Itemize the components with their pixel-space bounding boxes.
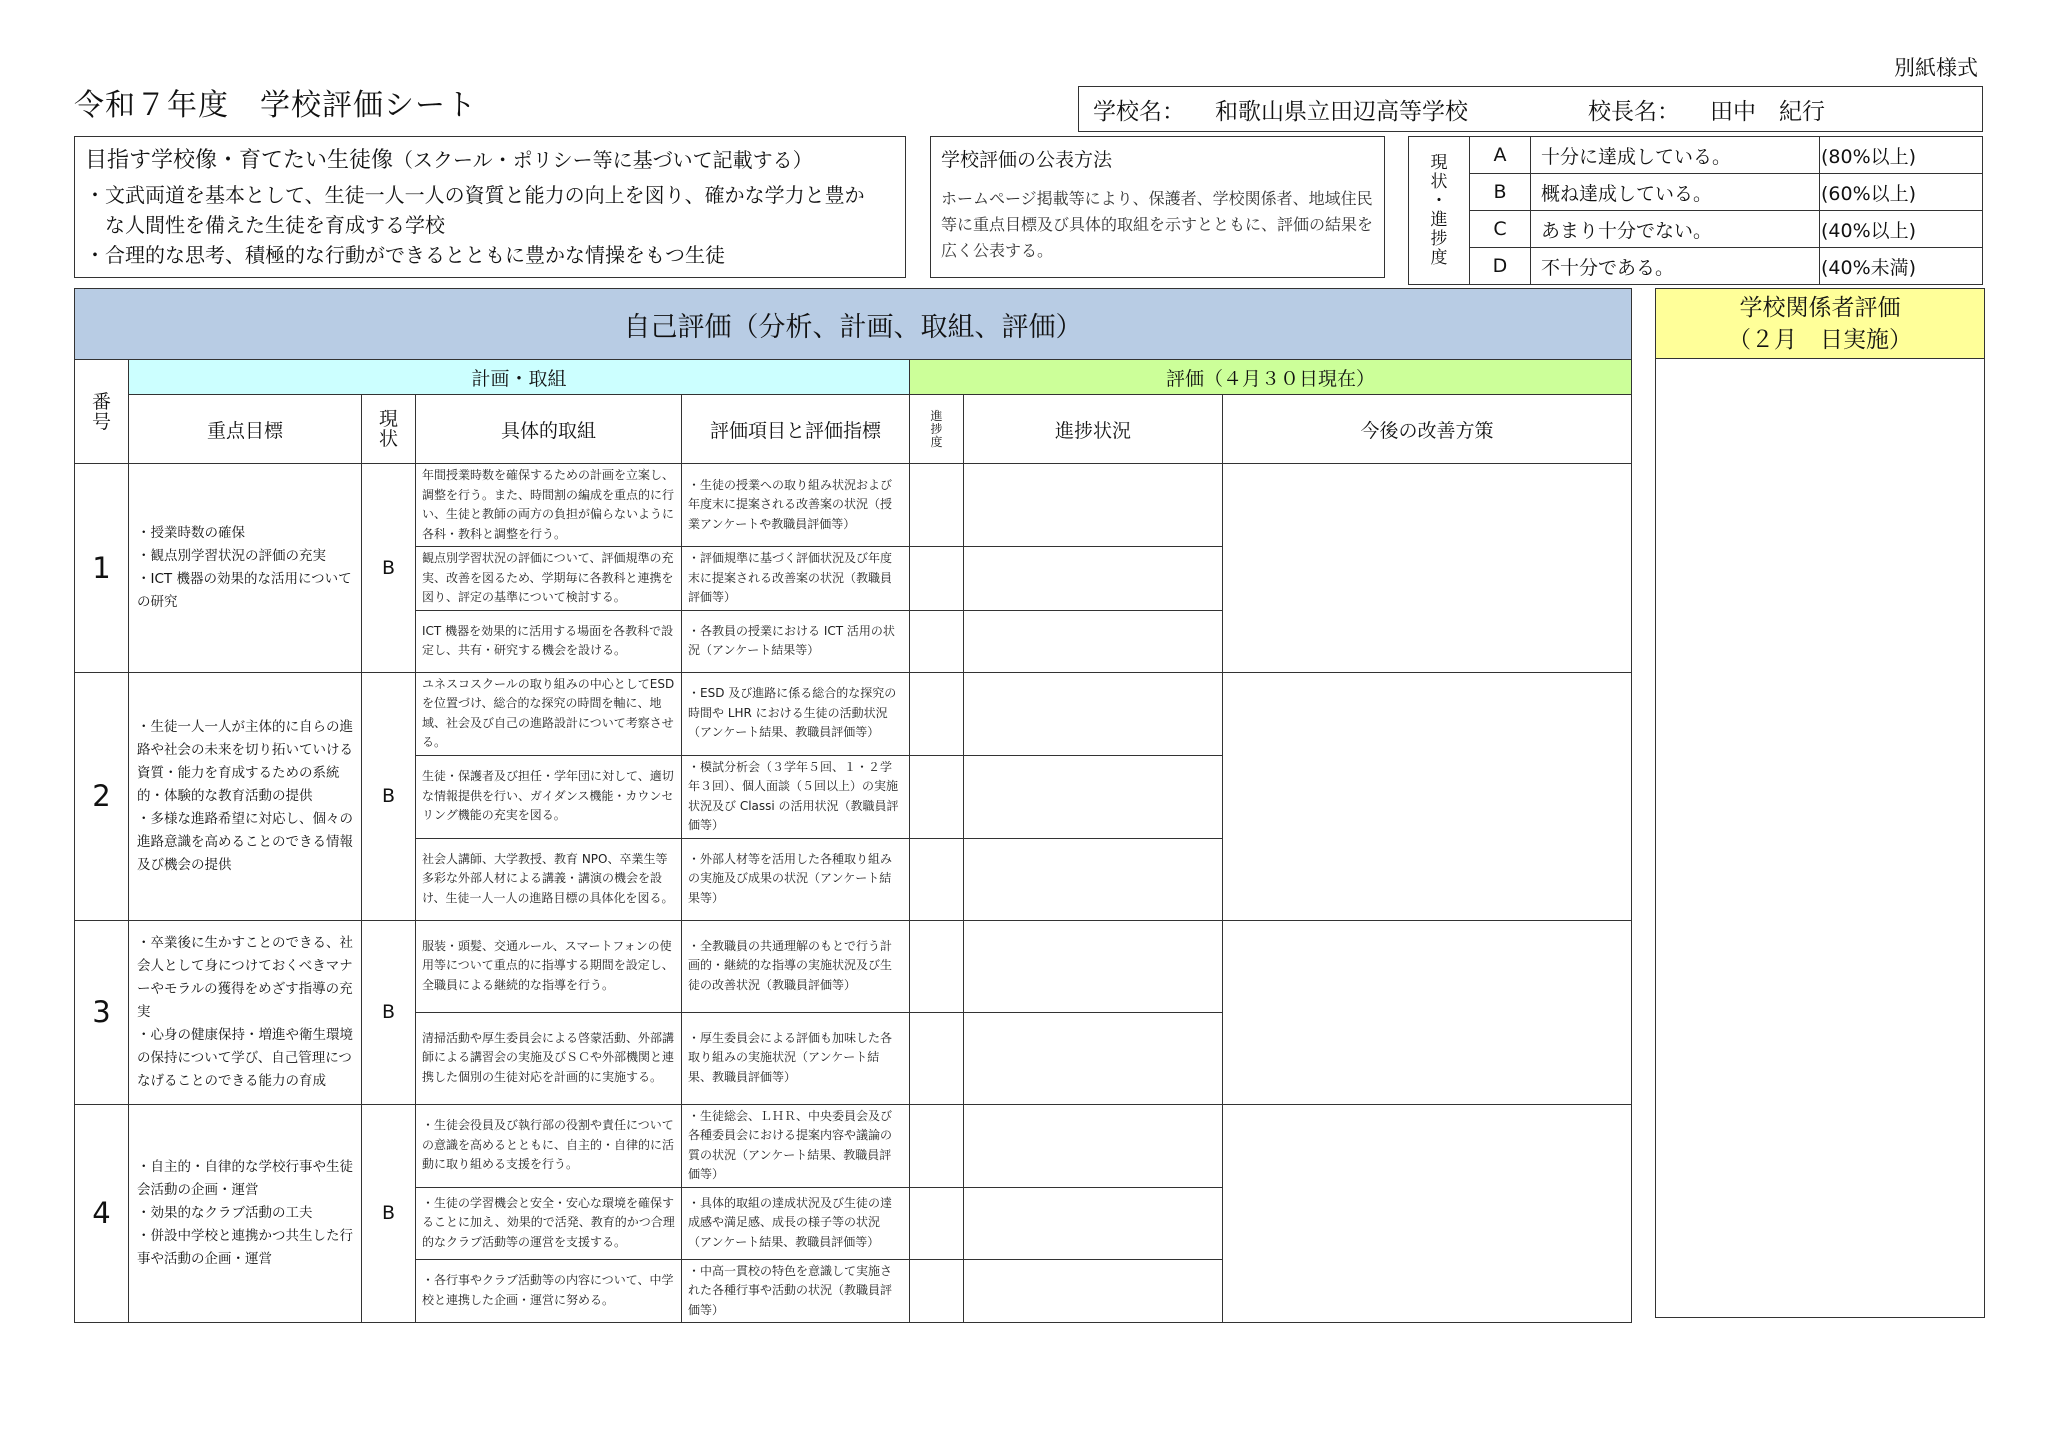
progress-status-cell[interactable] (964, 920, 1223, 1012)
aim-title: 目指す学校像・育てたい生徒像（スクール・ポリシー等に基づいて記載する） (85, 148, 813, 173)
specific-action: ・生徒の学習機会と安全・安心な環境を確保することに加え、効果的で活発、教育的かつ合理的なクラブ活動等の運営を支援する。 (416, 1187, 682, 1259)
col-progress-grade-header: 進 捗 度 (910, 395, 964, 464)
legend-desc: 十分に達成している。 (1531, 137, 1820, 174)
progress-grade-cell[interactable] (910, 672, 964, 755)
legend-desc: 概ね達成している。 (1531, 174, 1820, 211)
specific-action: 観点別学習状況の評価について、評価規準の充実、改善を図るため、学期毎に各教科と連携を図り、評定の基準について検討する。 (416, 547, 682, 611)
principal-label: 校長名： (1588, 98, 1680, 125)
evaluation-indicator: ・具体的取組の達成状況及び生徒の達成感や満足感、成長の様子等の状況（アンケート結果、教職員評価等） (682, 1187, 910, 1259)
progress-grade-cell[interactable] (910, 464, 964, 547)
progress-status-cell[interactable] (964, 1012, 1223, 1104)
specific-action: ユネスコスクールの取り組みの中心としてESD を位置づけ、総合的な探究の時間を軸に、地域、社会及び自己の進路設計について考察させる。 (416, 672, 682, 755)
progress-status-cell[interactable] (964, 610, 1223, 672)
improvement-cell[interactable] (1223, 1104, 1632, 1323)
principal-name: 田中 紀行 (1710, 98, 1825, 125)
legend-grade: A (1470, 137, 1531, 174)
col-action-header: 具体的取組 (416, 395, 682, 464)
evaluation-header: 評価（４月３０日現在） (910, 360, 1632, 395)
aim-item: な人間性を備えた生徒を育成する学校 (85, 213, 445, 237)
evaluation-indicator: ・厚生委員会による評価も加味した各取り組みの実施状況（アンケート結果、教職員評価等） (682, 1012, 910, 1104)
col-status-header: 現 状 (362, 395, 416, 464)
progress-status-cell[interactable] (964, 464, 1223, 547)
improvement-cell[interactable] (1223, 672, 1632, 920)
evaluation-indicator: ・評価規準に基づく評価状況及び年度末に提案される改善案の状況（教職員評価等） (682, 547, 910, 611)
legend-desc: あまり十分でない。 (1531, 211, 1820, 248)
progress-status-cell[interactable] (964, 1104, 1223, 1187)
page-title: 令和７年度 学校評価シート (74, 88, 477, 123)
school-name-label: 学校名： (1093, 98, 1185, 125)
publication-method-box (930, 136, 1385, 278)
specific-action: 社会人講師、大学教授、教育 NPO、卒業生等多彩な外部人材による講義・講演の機会を設け、生徒一人一人の進路目標の具体化を図る。 (416, 838, 682, 920)
specific-action: 清掃活動や厚生委員会による啓蒙活動、外部講師による講習会の実施及びＳＣや外部機関と連携した個別の生徒対応を計画的に実施する。 (416, 1012, 682, 1104)
improvement-cell[interactable] (1223, 920, 1632, 1104)
row-number: 4 (75, 1104, 129, 1323)
progress-status-cell[interactable] (964, 672, 1223, 755)
specific-action: ・生徒会役員及び執行部の役割や責任についての意識を高めるとともに、自主的・自律的に活動に取り組める支援を行う。 (416, 1104, 682, 1187)
specific-action: 服装・頭髪、交通ルール、スマートフォンの使用等について重点的に指導する期間を設定し、全職員による継続的な指導を行う。 (416, 920, 682, 1012)
progress-grade-cell[interactable] (910, 920, 964, 1012)
progress-status-cell[interactable] (964, 547, 1223, 611)
table-row (75, 1104, 1632, 1187)
legend-grade: D (1470, 248, 1531, 285)
progress-grade-cell[interactable] (910, 1012, 964, 1104)
publication-text: ホームページ掲載等により、保護者、学校関係者、地域住民等に重点目標及び具体的取組を示すとともに、評価の結果を広く公表する。 (941, 189, 1374, 260)
stakeholder-title: 学校関係者評価 (1739, 295, 1901, 321)
current-status: B (362, 672, 416, 920)
priority-goal: ・自主的・自律的な学校行事や生徒会活動の企画・運営 ・効果的なクラブ活動の工夫 ・併設中学校と連携かつ共生した行事や活動の企画・運営 (129, 1104, 362, 1323)
specific-action: ICT 機器を効果的に活用する場面を各教科で設定し、共有・研究する機会を設ける。 (416, 610, 682, 672)
specific-action: 年間授業時数を確保するための計画を立案し、調整を行う。また、時間割の編成を重点的に行い、生徒と教師の両方の負担が偏らないように各科・教科と調整を行う。 (416, 464, 682, 547)
specific-action: ・各行事やクラブ活動等の内容について、中学校と連携した企画・運営に努める。 (416, 1259, 682, 1323)
progress-status-cell[interactable] (964, 838, 1223, 920)
evaluation-indicator: ・生徒の授業への取り組み状況および年度末に提案される改善案の状況（授業アンケートや教職員評価等） (682, 464, 910, 547)
priority-goal: ・授業時数の確保 ・観点別学習状況の評価の充実 ・ICT 機器の効果的な活用についての研究 (129, 464, 362, 673)
row-number: 1 (75, 464, 129, 673)
progress-grade-cell[interactable] (910, 1259, 964, 1323)
progress-grade-cell[interactable] (910, 1187, 964, 1259)
progress-status-cell[interactable] (964, 755, 1223, 838)
evaluation-indicator: ・外部人材等を活用した各種取り組みの実施及び成果の状況（アンケート結果等） (682, 838, 910, 920)
legend-percent: (40%未満) (1820, 248, 1983, 285)
progress-grade-cell[interactable] (910, 547, 964, 611)
progress-status-cell[interactable] (964, 1259, 1223, 1323)
current-status: B (362, 464, 416, 673)
progress-grade-cell[interactable] (910, 610, 964, 672)
legend-percent: (40%以上) (1820, 211, 1983, 248)
progress-grade-cell[interactable] (910, 838, 964, 920)
stakeholder-date: （２月 日実施） (1728, 327, 1912, 353)
evaluation-indicator: ・生徒総会、ＬＨＲ、中央委員会及び各種委員会における提案内容や議論の質の状況（アンケート結果、教職員評価等） (682, 1104, 910, 1187)
school-info-box (1078, 86, 1983, 132)
aim-item: ・合理的な思考、積極的な行動ができるとともに豊かな情操をもつ生徒 (85, 243, 725, 267)
table-row (75, 672, 1632, 755)
stakeholder-header (1656, 289, 1984, 359)
grade-legend (1408, 136, 1983, 285)
self-eval-header: 自己評価（分析、計画、取組、評価） (75, 289, 1632, 360)
table-row (75, 920, 1632, 1012)
legend-percent: (60%以上) (1820, 174, 1983, 211)
school-aim-box (74, 136, 906, 278)
evaluation-indicator: ・模試分析会（３学年５回、１・２学年３回）、個人面談（５回以上）の実施状況及び Classi の活用状況（教職員評価等） (682, 755, 910, 838)
progress-status-cell[interactable] (964, 1187, 1223, 1259)
legend-desc: 不十分である。 (1531, 248, 1820, 285)
row-number: 2 (75, 672, 129, 920)
col-goal-header: 重点目標 (129, 395, 362, 464)
self-evaluation-table (74, 288, 1632, 1323)
evaluation-indicator: ・中高一貫校の特色を意識して実施された各種行事や活動の状況（教職員評価等） (682, 1259, 910, 1323)
stakeholder-eval-panel (1655, 288, 1985, 1318)
legend-grade: C (1470, 211, 1531, 248)
col-progress-header: 進捗状況 (964, 395, 1223, 464)
progress-grade-cell[interactable] (910, 755, 964, 838)
improvement-cell[interactable] (1223, 464, 1632, 673)
publication-title: 学校評価の公表方法 (941, 149, 1113, 171)
form-number: 別紙様式 (1894, 56, 1978, 80)
current-status: B (362, 1104, 416, 1323)
col-indicator-header: 評価項目と評価指標 (682, 395, 910, 464)
col-improve-header: 今後の改善方策 (1223, 395, 1632, 464)
aim-item: ・文武両道を基本として、生徒一人一人の資質と能力の向上を図り、確かな学力と豊か (85, 183, 865, 207)
legend-percent: (80%以上) (1820, 137, 1983, 174)
priority-goal: ・卒業後に生かすことのできる、社会人として身につけておくべきマナーやモラルの獲得をめざす指導の充実 ・心身の健康保持・増進や衛生環境の保持について学び、自己管理につなげることのできる能力の育成 (129, 920, 362, 1104)
evaluation-indicator: ・全教職員の共通理解のもとで行う計画的・継続的な指導の実施状況及び生徒の改善状況（教職員評価等） (682, 920, 910, 1012)
evaluation-indicator: ・各教員の授業における ICT 活用の状況（アンケート結果等） (682, 610, 910, 672)
current-status: B (362, 920, 416, 1104)
specific-action: 生徒・保護者及び担任・学年団に対して、適切な情報提供を行い、ガイダンス機能・カウンセリング機能の充実を図る。 (416, 755, 682, 838)
legend-label: 現 状 ・ 進 捗 度 (1409, 137, 1470, 285)
row-number: 3 (75, 920, 129, 1104)
legend-grade: B (1470, 174, 1531, 211)
evaluation-indicator: ・ESD 及び進路に係る総合的な探究の時間や LHR における生徒の活動状況（アンケート結果、教職員評価等） (682, 672, 910, 755)
priority-goal: ・生徒一人一人が主体的に自らの進路や社会の未来を切り拓いていける資質・能力を育成するための系統的・体験的な教育活動の提供 ・多様な進路希望に対応し、個々の進路意識を高めることのできる情報及び機会の提供 (129, 672, 362, 920)
plan-header: 計画・取組 (129, 360, 910, 395)
school-name: 和歌山県立田辺高等学校 (1215, 98, 1468, 125)
progress-grade-cell[interactable] (910, 1104, 964, 1187)
table-row (75, 464, 1632, 547)
col-num-header: 番 号 (75, 360, 129, 464)
